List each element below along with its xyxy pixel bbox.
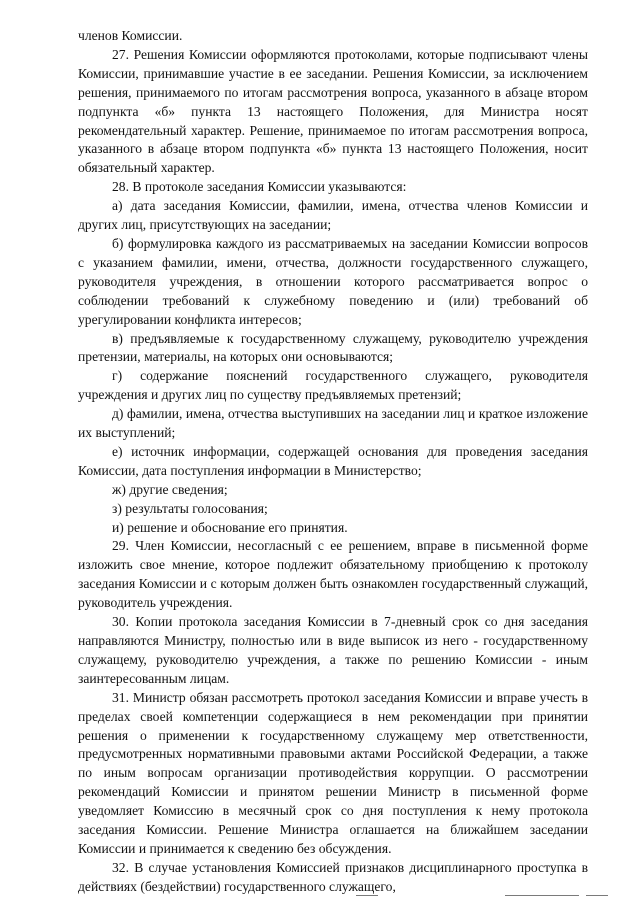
paragraph-28-i: и) решение и обоснование его принятия.	[112, 519, 348, 535]
paragraph-31: 31. Министр обязан рассмотреть протокол заседания Комиссии и вправе учесть в пределах своей компетенции содержащиеся в нем рекомендации при принятии решения о применении к государственному служащему мер ответственности, предусмотренных нормативными правовыми актами Российской Федерации, а также по иным вопросам организации противодействия коррупции. О рассмотрении рекомендаций Комиссии и принятом решении Министр в письменной форме уведомляет Комиссию в месячный срок со дня поступления к нему протокола заседания Комиссии. Решение Министра оглашается на ближайшем заседании Комиссии и принимается к сведению без обсуждения.	[78, 689, 588, 856]
paragraph-30: 30. Копии протокола заседания Комиссии в 7-дневный срок со дня заседания направляются Министру, полностью или в виде выписок из него - государственному служащему, руководителю учреждения, а также по решению Комиссии - иным заинтересованным лицам.	[78, 614, 588, 686]
paragraph-continuation: членов Комиссии.	[78, 28, 183, 43]
paragraph-27: 27. Решения Комиссии оформляются протоколами, которые подписывают члены Комиссии, принимавшие участие в ее заседании. Решения Комиссии, за исключением решения, принимаемого по итогам рассмотрения вопроса, указанного в абзаце втором подпункта «б» пункта 13 настоящего Положения, для Министра носят рекомендательный характер. Решение, принимаемое по итогам рассмотрения вопроса, указанного в абзаце втором подпункта «б» пункта 13 настоящего Положения, носит обязательный характер.	[78, 46, 588, 176]
paragraph-28-z: з) результаты голосования;	[112, 500, 268, 516]
paragraph-32: 32. В случае установления Комиссией признаков дисциплинарного проступка в действиях (бездействии) государственного служащего,	[78, 859, 588, 894]
paragraph-28-d: д) фамилии, имена, отчества выступивших на заседании лиц и краткое изложение их выступлений;	[78, 406, 588, 441]
paragraph-28-b: б) формулировка каждого из рассматриваемых на заседании Комиссии вопросов с указанием фамилии, имени, отчества, должности государственного служащего, руководителя учреждения, в отношении которого рассматривается вопрос о соблюдении требований к служебному поведению и (или) требований об урегулировании конфликта интересов;	[78, 235, 588, 327]
paragraph-28-a: а) дата заседания Комиссии, фамилии, имена, отчества членов Комиссии и других лиц, присутствующих на заседании;	[78, 198, 588, 233]
scan-artifact-line	[505, 895, 579, 896]
scan-artifact-line	[356, 895, 378, 896]
document-body	[78, 27, 588, 897]
paragraph-28-v: в) предъявляемые к государственному служащему, руководителю учреждения претензии, материалы, на которых они основываются;	[78, 330, 588, 365]
paragraph-29: 29. Член Комиссии, несогласный с ее решением, вправе в письменной форме изложить свое мнение, которое подлежит обязательному приобщению к протоколу заседания Комиссии и с которым должен быть ознакомлен государственный служащий, руководитель учреждения.	[78, 538, 588, 611]
paragraph-28: 28. В протоколе заседания Комиссии указываются:	[112, 179, 407, 195]
paragraph-28-zh: ж) другие сведения;	[112, 481, 228, 497]
paragraph-28-e: е) источник информации, содержащей основания для проведения заседания Комиссии, дата поступления информации в Министерство;	[78, 443, 588, 478]
scan-artifact-line	[586, 895, 608, 896]
paragraph-28-g: г) содержание пояснений государственного служащего, руководителя учреждения и других лиц по существу предъявляемых претензий;	[78, 368, 588, 403]
